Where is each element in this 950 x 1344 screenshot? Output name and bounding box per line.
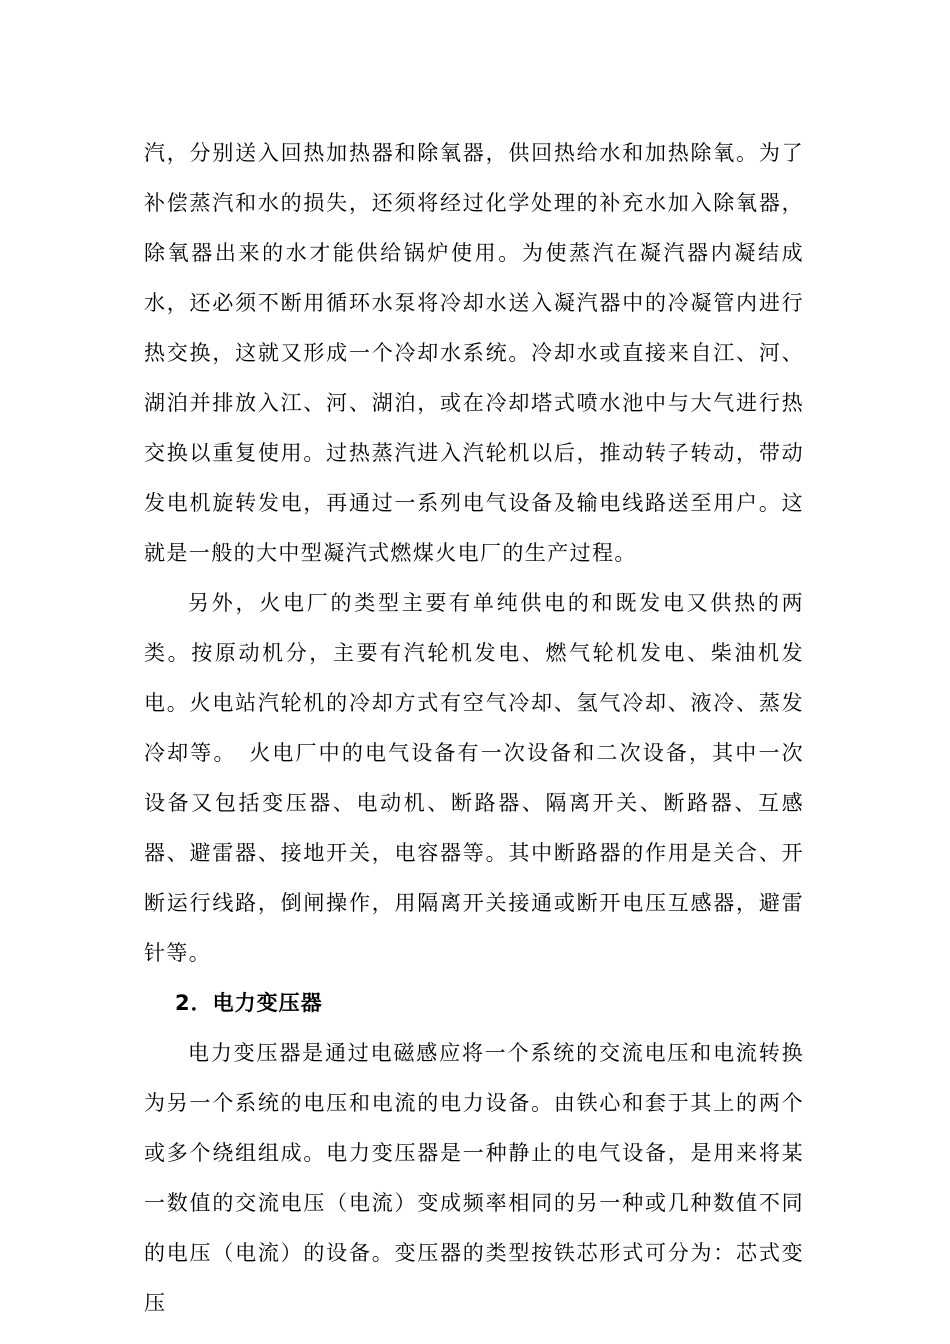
document-body [144, 128, 804, 1328]
paragraph-power-transformer: 电力变压器是通过电磁感应将一个系统的交流电压和电流转换为另一个系统的电压和电流的电力设备。由铁心和套于其上的两个或多个绕组组成。电力变压器是一种静止的电气设备，是用来将某一数值的交流电压（电流）变成频率相同的另一种或几种数值不同的电压（电流）的设备。变压器的类型按铁芯形式可分为：芯式变压 [144, 1041, 804, 1315]
paragraph-power-plant-types: 另外，火电厂的类型主要有单纯供电的和既发电又供热的两类。按原动机分，主要有汽轮机发电、燃气轮机发电、柴油机发电。火电站汽轮机的冷却方式有空气冷却、氢气冷却、液冷、蒸发冷却等。 火电厂中的电气设备有一次设备和二次设备，其中一次设备又包括变压器、电动机、断路器、隔离开关、断路器、互感器、避雷器、接地开关，电容器等。其中断路器的作用是关合、开断运行线路，倒闸操作，用隔离开关接通或断开电压互感器，避雷针等。 [144, 591, 804, 965]
section-heading-power-transformer: 2．电力变压器 [175, 991, 323, 1015]
paragraph-thermal-cycle: 汽，分别送入回热加热器和除氧器，供回热给水和加热除氧。为了补偿蒸汽和水的损失，还须将经过化学处理的补充水加入除氧器，除氧器出来的水才能供给锅炉使用。为使蒸汽在凝汽器内凝结成水，还必须不断用循环水泵将冷却水送入凝汽器中的冷凝管内进行热交换，这就又形成一个冷却水系统。冷却水或直接来自江、河、湖泊并排放入江、河、湖泊，或在冷却塔式喷水池中与大气进行热交换以重复使用。过热蒸汽进入汽轮机以后，推动转子转动，带动发电机旋转发电，再通过一系列电气设备及输电线路送至用户。这就是一般的大中型凝汽式燃煤火电厂的生产过程。 [144, 141, 804, 565]
